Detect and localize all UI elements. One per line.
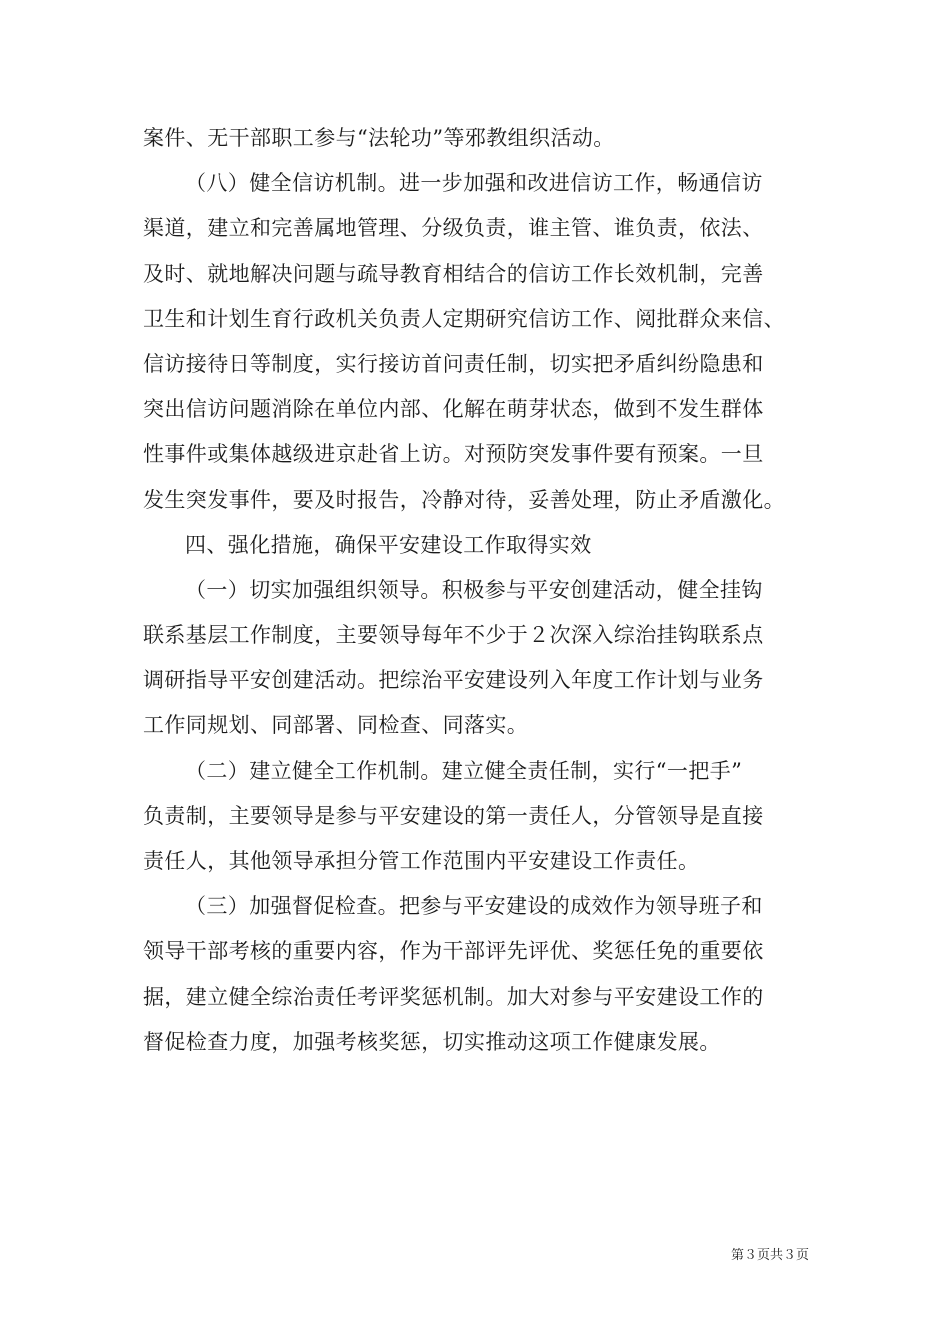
paragraph-line: 督促检查力度，加强考核奖惩，切实推动这项工作健康发展。 (143, 1029, 721, 1054)
paragraph-line: 及时、就地解决问题与疏导教育相结合的信访工作长效机制，完善 (143, 261, 764, 286)
paragraph-line: 性事件或集体越级进京赴省上访。对预防突发事件要有预案。一旦 (143, 442, 764, 467)
paragraph-line: （二）建立健全工作机制。建立健全责任制，实行“一把手” (185, 758, 743, 783)
paragraph-line: （八）健全信访机制。进一步加强和改进信访工作，畅通信访 (185, 171, 763, 196)
document-body (143, 116, 811, 1065)
paragraph-line: 案件、无干部职工参与“法轮功”等邪教组织活动。 (143, 126, 615, 150)
paragraph-line: 调研指导平安创建活动。把综治平安建设列入年度工作计划与业务 (143, 668, 764, 693)
section-heading: 四、强化措施，确保平安建设工作取得实效 (185, 532, 592, 557)
paragraph-line: 信访接待日等制度，实行接访首问责任制，切实把矛盾纠纷隐患和 (143, 351, 764, 376)
paragraph-line: 据，建立健全综治责任考评奖惩机制。加大对参与平安建设工作的 (143, 984, 764, 1009)
paragraph-line: 卫生和计划生育行政机关负责人定期研究信访工作、阅批群众来信、 (143, 306, 785, 331)
paragraph-line: 负责制，主要领导是参与平安建设的第一责任人，分管领导是直接 (143, 803, 764, 828)
paragraph-line: 联系基层工作制度，主要领导每年不少于２次深入综治挂钩联系点 (143, 623, 764, 648)
paragraph-line: 领导干部考核的重要内容，作为干部评先评优、奖惩任免的重要依 (143, 939, 764, 964)
paragraph-line: 工作同规划、同部署、同检查、同落实。 (143, 713, 529, 738)
page-number: 第３页共３页 (730, 1248, 809, 1263)
paragraph-line: 责任人，其他领导承担分管工作范围内平安建设工作责任。 (143, 849, 700, 873)
page-footer (0, 1246, 950, 1266)
paragraph-line: （三）加强督促检查。把参与平安建设的成效作为领导班子和 (185, 894, 763, 919)
paragraph-line: 发生突发事件，要及时报告，冷静对待，妥善处理，防止矛盾激化。 (143, 487, 785, 512)
paragraph-line: （一）切实加强组织领导。积极参与平安创建活动，健全挂钩 (185, 577, 763, 602)
paragraph-line: 渠道，建立和完善属地管理、分级负责，谁主管、谁负责，依法、 (143, 216, 764, 241)
paragraph-line: 突出信访问题消除在单位内部、化解在萌芽状态，做到不发生群体 (143, 397, 764, 422)
